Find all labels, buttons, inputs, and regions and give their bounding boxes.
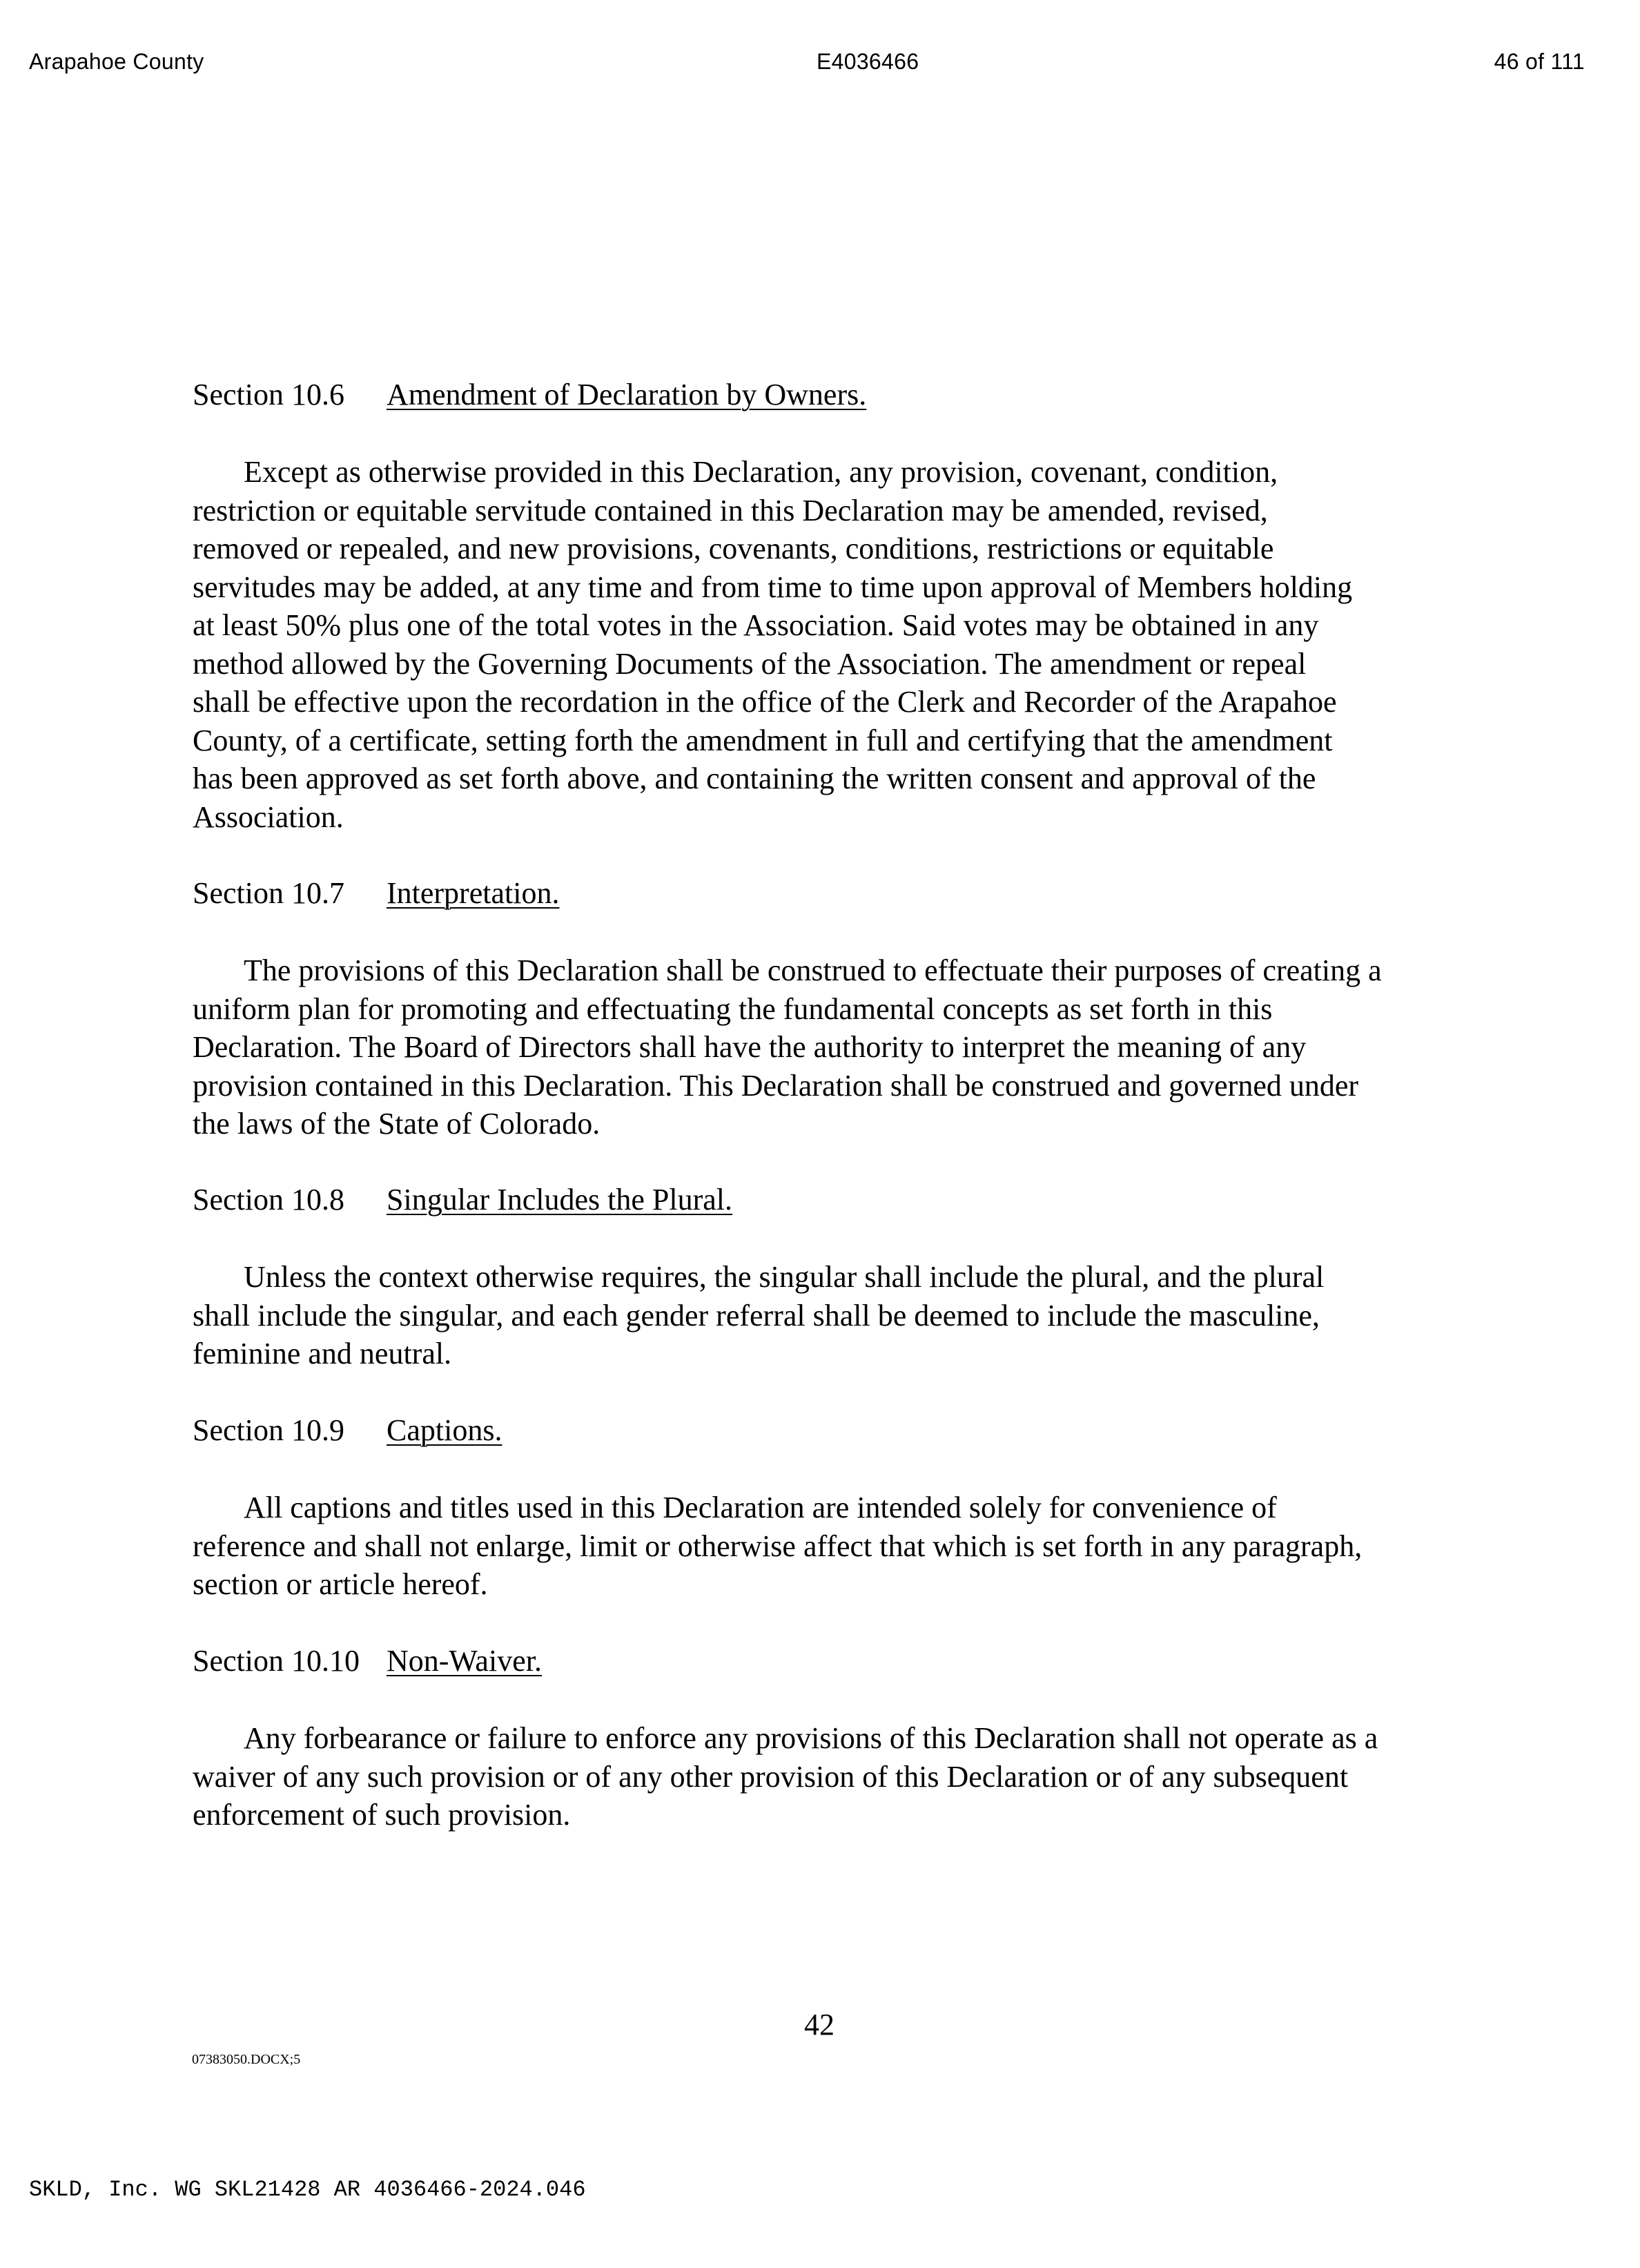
section-paragraph-10-6 — [193, 453, 1352, 836]
section-paragraph-10-10 — [193, 1719, 1378, 1834]
paragraph-line: removed or repealed, and new provisions, covenants, conditions, restrictions or equitable — [193, 532, 1274, 565]
paragraph-line: restriction or equitable servitude contained in this Declaration may be amended, revised, — [193, 493, 1268, 527]
paragraph-line: at least 50% plus one of the total votes in the Association. Said votes may be obtained in any — [193, 608, 1319, 642]
paragraph-line: waiver of any such provision or of any other provision of this Declaration or of any subsequent — [193, 1759, 1349, 1794]
paragraph-line: shall be effective upon the recordation in the office of the Clerk and Recorder of the Arapahoe — [193, 685, 1337, 719]
section-number: Section 10.9 — [193, 1413, 344, 1447]
paragraph-line: Except as otherwise provided in this Declaration, any provision, covenant, condition, — [244, 455, 1278, 489]
paragraph-line: the laws of the State of Colorado. — [193, 1107, 601, 1141]
section-heading-10-10 — [193, 1642, 542, 1680]
paragraph-line: Declaration. The Board of Directors shall have the authority to interpret the meaning of any — [193, 1030, 1307, 1064]
paragraph-line: has been approved as set forth above, and containing the written consent and approval of the — [193, 762, 1316, 795]
paragraph-line: method allowed by the Governing Documents of the Association. The amendment or repeal — [193, 646, 1307, 681]
paragraph-line: County, of a certificate, setting forth the amendment in full and certifying that the amendment — [193, 723, 1333, 757]
section-number: Section 10.8 — [193, 1183, 344, 1217]
section-title: Non-Waiver. — [387, 1644, 542, 1678]
paragraph-line: reference and shall not enlarge, limit or otherwise affect that which is set forth in any paragraph, — [193, 1529, 1363, 1563]
paragraph-line: All captions and titles used in this Declaration are intended solely for convenience of — [244, 1491, 1277, 1524]
section-title: Captions. — [387, 1413, 502, 1447]
paragraph-line: Unless the context otherwise requires, the singular shall include the plural, and the plural — [244, 1260, 1325, 1294]
section-paragraph-10-9 — [193, 1489, 1362, 1604]
section-number: Section 10.10 — [193, 1644, 360, 1678]
paragraph-line: shall include the singular, and each gender referral shall be deemed to include the masculine, — [193, 1298, 1320, 1332]
paragraph-line: The provisions of this Declaration shall be construed to effectuate their purposes of creating a — [244, 953, 1382, 987]
section-heading-10-8 — [193, 1181, 732, 1219]
paragraph-line: section or article hereof. — [193, 1567, 488, 1601]
header-county: Arapahoe County — [29, 49, 204, 74]
section-number: Section 10.6 — [193, 378, 344, 411]
section-number: Section 10.7 — [193, 876, 344, 910]
recording-stamp: SKLD, Inc. WG SKL21428 AR 4036466-2024.046 — [29, 2177, 586, 2202]
section-title: Amendment of Declaration by Owners. — [387, 378, 867, 411]
header-reception-number: E4036466 — [817, 49, 919, 74]
section-title: Singular Includes the Plural. — [387, 1183, 733, 1217]
section-heading-10-6 — [193, 376, 866, 414]
paragraph-line: uniform plan for promoting and effectuating the fundamental concepts as set forth in this — [193, 991, 1273, 1026]
document-id: 07383050.DOCX;5 — [192, 2052, 301, 2067]
paragraph-line: feminine and neutral. — [193, 1337, 452, 1370]
section-title: Interpretation. — [387, 876, 560, 910]
paragraph-line: Association. — [193, 799, 344, 834]
paragraph-line: Any forbearance or failure to enforce any provisions of this Declaration shall not operate as a — [244, 1721, 1378, 1755]
section-heading-10-9 — [193, 1411, 502, 1450]
header-page-of: 46 of 111 — [1494, 49, 1585, 74]
paragraph-line: enforcement of such provision. — [193, 1798, 571, 1832]
section-heading-10-7 — [193, 874, 559, 913]
section-paragraph-10-7 — [193, 951, 1382, 1143]
paragraph-line: servitudes may be added, at any time and from time to time upon approval of Members holding — [193, 570, 1353, 604]
paragraph-line: provision contained in this Declaration. This Declaration shall be construed and governed under — [193, 1068, 1359, 1103]
page-number: 42 — [804, 2008, 834, 2042]
section-paragraph-10-8 — [193, 1258, 1324, 1373]
